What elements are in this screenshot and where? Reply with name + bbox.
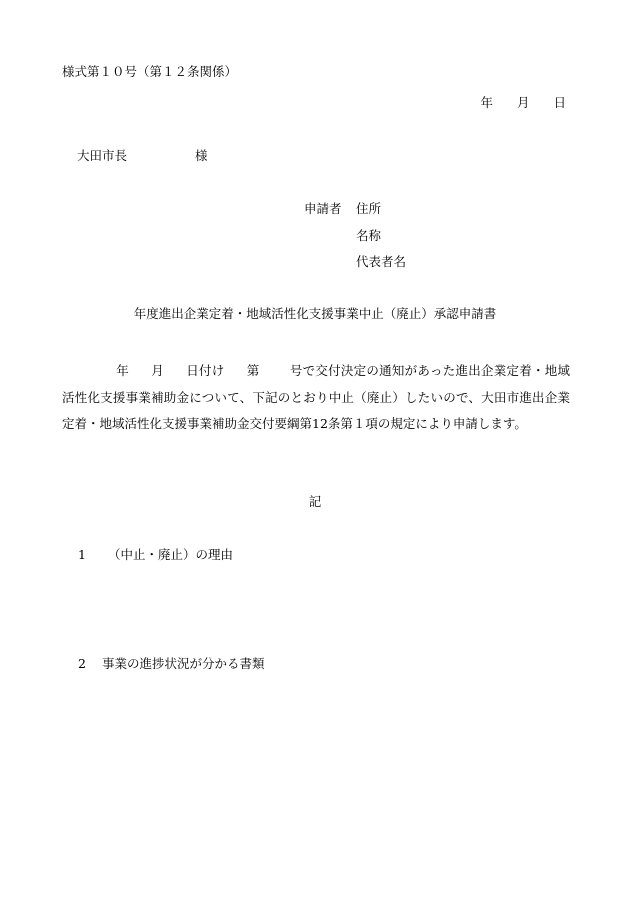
list-item [78,656,265,672]
body-dated: 日付け [186,363,225,378]
list-item [78,547,233,563]
date-day: 日 [553,95,566,110]
form-number: 様式第１０号（第１２条関係） [62,64,238,79]
document-title: 年度進出企業定着・地域活性化支援事業中止（廃止）承認申請書 [133,306,497,321]
recipient-honorific: 様 [195,148,208,163]
item-number: 1 [78,547,86,562]
body-year: 年 [116,363,130,378]
date-year: 年 [480,95,493,110]
recipient-name: 大田市長 [77,148,128,163]
body-month: 月 [151,363,165,378]
applicant-name-label: 名称 [356,228,382,243]
date-month: 月 [516,95,530,110]
body-number-prefix: 第 [246,363,260,378]
body-paragraph [62,358,570,438]
recipient-line [77,148,208,164]
applicant-representative-label: 代表者名 [356,254,407,269]
item-number: 2 [78,656,86,671]
date-line [480,95,566,111]
body-text: 号で交付決定の通知があった進出企業定着・地域活性化支援事業補助金について、下記のとおり中止（廃止）したいので、大田市進出企業定着・地域活性化支援事業補助金交付要綱第12条第１項の規定により申請します。 [62,363,570,431]
item-text: （中止・廃止）の理由 [108,547,234,562]
ki-heading: 記 [308,494,322,509]
item-text: 事業の進捗状況が分かる書類 [102,656,265,671]
applicant-address-label: 住所 [356,201,382,216]
applicant-label: 申請者 [304,201,342,216]
